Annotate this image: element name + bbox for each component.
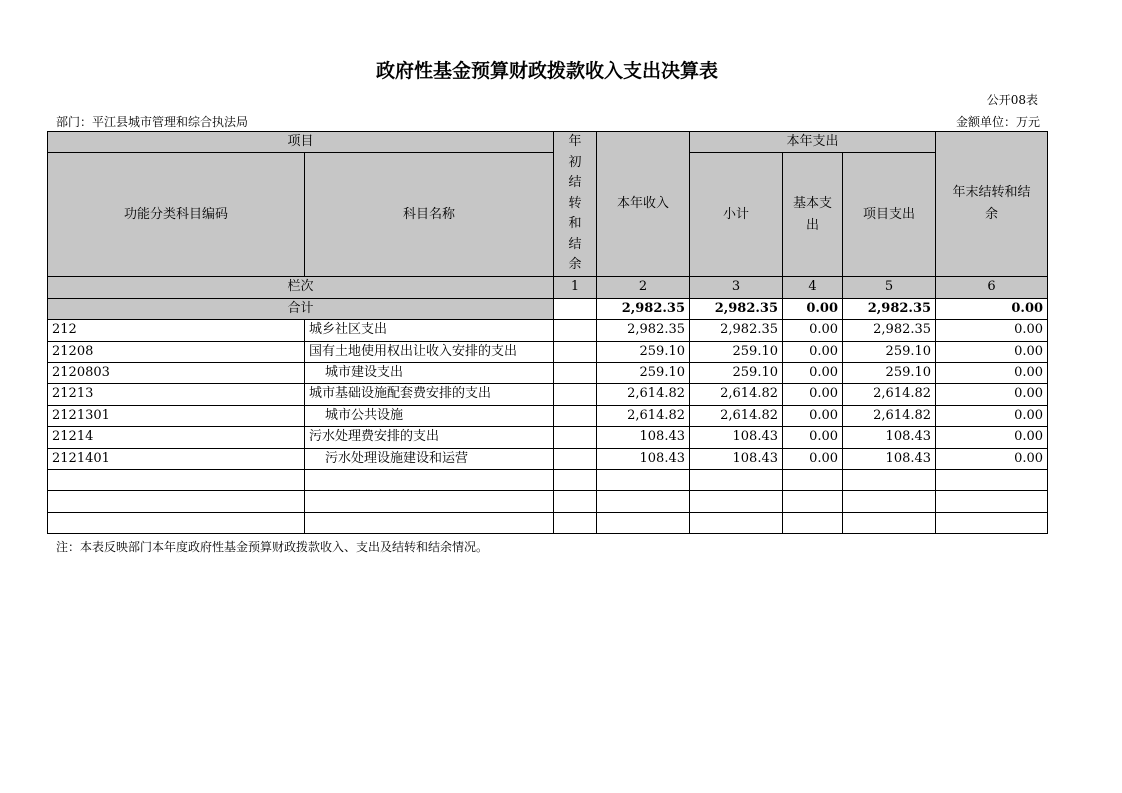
cell-subtotal: 2,614.82 bbox=[690, 384, 783, 405]
table-row bbox=[48, 448, 1048, 469]
header-basic: 基本支 出 bbox=[783, 153, 843, 277]
cell-name: 污水处理设施建设和运营 bbox=[305, 448, 554, 469]
cell-name: 污水处理费安排的支出 bbox=[305, 427, 554, 448]
cell-project: 2,614.82 bbox=[843, 405, 936, 426]
col-index-4: 4 bbox=[783, 277, 843, 298]
cell-opening bbox=[554, 341, 597, 362]
cell-subtotal: 259.10 bbox=[690, 363, 783, 384]
cell-code: 21213 bbox=[48, 384, 305, 405]
cell-basic: 0.00 bbox=[783, 320, 843, 341]
table-row bbox=[48, 384, 1048, 405]
cell-closing: 0.00 bbox=[936, 427, 1048, 448]
cell-basic: 0.00 bbox=[783, 363, 843, 384]
table-row bbox=[48, 363, 1048, 384]
total-row bbox=[48, 298, 1048, 319]
cell-project: 108.43 bbox=[843, 448, 936, 469]
table-row bbox=[48, 405, 1048, 426]
cell-name: 国有土地使用权出让收入安排的支出 bbox=[305, 341, 554, 362]
col-index-5: 5 bbox=[843, 277, 936, 298]
cell-subtotal: 108.43 bbox=[690, 448, 783, 469]
cell-income: 108.43 bbox=[597, 448, 690, 469]
cell-opening bbox=[554, 405, 597, 426]
cell-project: 108.43 bbox=[843, 427, 936, 448]
col-index-2: 2 bbox=[597, 277, 690, 298]
cell-subtotal: 259.10 bbox=[690, 341, 783, 362]
cell-code: 21214 bbox=[48, 427, 305, 448]
empty-row bbox=[48, 470, 1048, 491]
footnote: 注：本表反映部门本年度政府性基金预算财政拨款收入、支出及结转和结余情况。 bbox=[56, 540, 489, 554]
cell-opening bbox=[554, 363, 597, 384]
cell-closing: 0.00 bbox=[936, 341, 1048, 362]
cell-income: 259.10 bbox=[597, 341, 690, 362]
col-index-3: 3 bbox=[690, 277, 783, 298]
header-closing-balance: 年末结转和结 余 bbox=[936, 132, 1048, 277]
cell-opening bbox=[554, 427, 597, 448]
cell-closing: 0.00 bbox=[936, 363, 1048, 384]
cell-income: 259.10 bbox=[597, 363, 690, 384]
cell-subtotal: 2,614.82 bbox=[690, 405, 783, 426]
total-project: 2,982.35 bbox=[843, 298, 936, 319]
table-row bbox=[48, 341, 1048, 362]
cell-closing: 0.00 bbox=[936, 405, 1048, 426]
cell-name: 城乡社区支出 bbox=[305, 320, 554, 341]
col-index-6: 6 bbox=[936, 277, 1048, 298]
cell-income: 2,982.35 bbox=[597, 320, 690, 341]
header-opening-balance: 年 初 结 转 和 结 余 bbox=[554, 132, 597, 277]
cell-project: 259.10 bbox=[843, 363, 936, 384]
header-name: 科目名称 bbox=[305, 153, 554, 277]
budget-table bbox=[47, 131, 1048, 534]
cell-opening bbox=[554, 320, 597, 341]
form-number: 公开08表 bbox=[986, 93, 1038, 107]
total-label: 合计 bbox=[48, 298, 554, 319]
cell-closing: 0.00 bbox=[936, 384, 1048, 405]
cell-code: 2121401 bbox=[48, 448, 305, 469]
cell-basic: 0.00 bbox=[783, 448, 843, 469]
cell-income: 108.43 bbox=[597, 427, 690, 448]
cell-code: 21208 bbox=[48, 341, 305, 362]
header-item: 项目 bbox=[48, 132, 554, 153]
cell-code: 212 bbox=[48, 320, 305, 341]
cell-name: 城市公共设施 bbox=[305, 405, 554, 426]
cell-income: 2,614.82 bbox=[597, 384, 690, 405]
total-basic: 0.00 bbox=[783, 298, 843, 319]
cell-basic: 0.00 bbox=[783, 341, 843, 362]
unit-label: 金额单位：万元 bbox=[955, 115, 1040, 129]
header-expenditure: 本年支出 bbox=[690, 132, 936, 153]
header-project: 项目支出 bbox=[843, 153, 936, 277]
cell-code: 2121301 bbox=[48, 405, 305, 426]
cell-closing: 0.00 bbox=[936, 320, 1048, 341]
table-row bbox=[48, 320, 1048, 341]
page-title: 政府性基金预算财政拨款收入支出决算表 bbox=[375, 60, 718, 82]
cell-name: 城市建设支出 bbox=[305, 363, 554, 384]
header-code: 功能分类科目编码 bbox=[48, 153, 305, 277]
cell-basic: 0.00 bbox=[783, 384, 843, 405]
cell-closing: 0.00 bbox=[936, 448, 1048, 469]
empty-row bbox=[48, 491, 1048, 512]
cell-project: 259.10 bbox=[843, 341, 936, 362]
header-subtotal: 小计 bbox=[690, 153, 783, 277]
cell-basic: 0.00 bbox=[783, 405, 843, 426]
total-opening bbox=[554, 298, 597, 319]
col-index-1: 1 bbox=[554, 277, 597, 298]
total-income: 2,982.35 bbox=[597, 298, 690, 319]
cell-subtotal: 108.43 bbox=[690, 427, 783, 448]
col-index-label: 栏次 bbox=[48, 277, 554, 298]
total-closing: 0.00 bbox=[936, 298, 1048, 319]
department-label: 部门：平江县城市管理和综合执法局 bbox=[56, 115, 249, 129]
cell-opening bbox=[554, 384, 597, 405]
header-income: 本年收入 bbox=[597, 132, 690, 277]
cell-subtotal: 2,982.35 bbox=[690, 320, 783, 341]
cell-opening bbox=[554, 448, 597, 469]
table-row bbox=[48, 427, 1048, 448]
cell-project: 2,614.82 bbox=[843, 384, 936, 405]
cell-code: 2120803 bbox=[48, 363, 305, 384]
total-subtotal: 2,982.35 bbox=[690, 298, 783, 319]
cell-name: 城市基础设施配套费安排的支出 bbox=[305, 384, 554, 405]
empty-row bbox=[48, 512, 1048, 533]
cell-income: 2,614.82 bbox=[597, 405, 690, 426]
cell-project: 2,982.35 bbox=[843, 320, 936, 341]
cell-basic: 0.00 bbox=[783, 427, 843, 448]
